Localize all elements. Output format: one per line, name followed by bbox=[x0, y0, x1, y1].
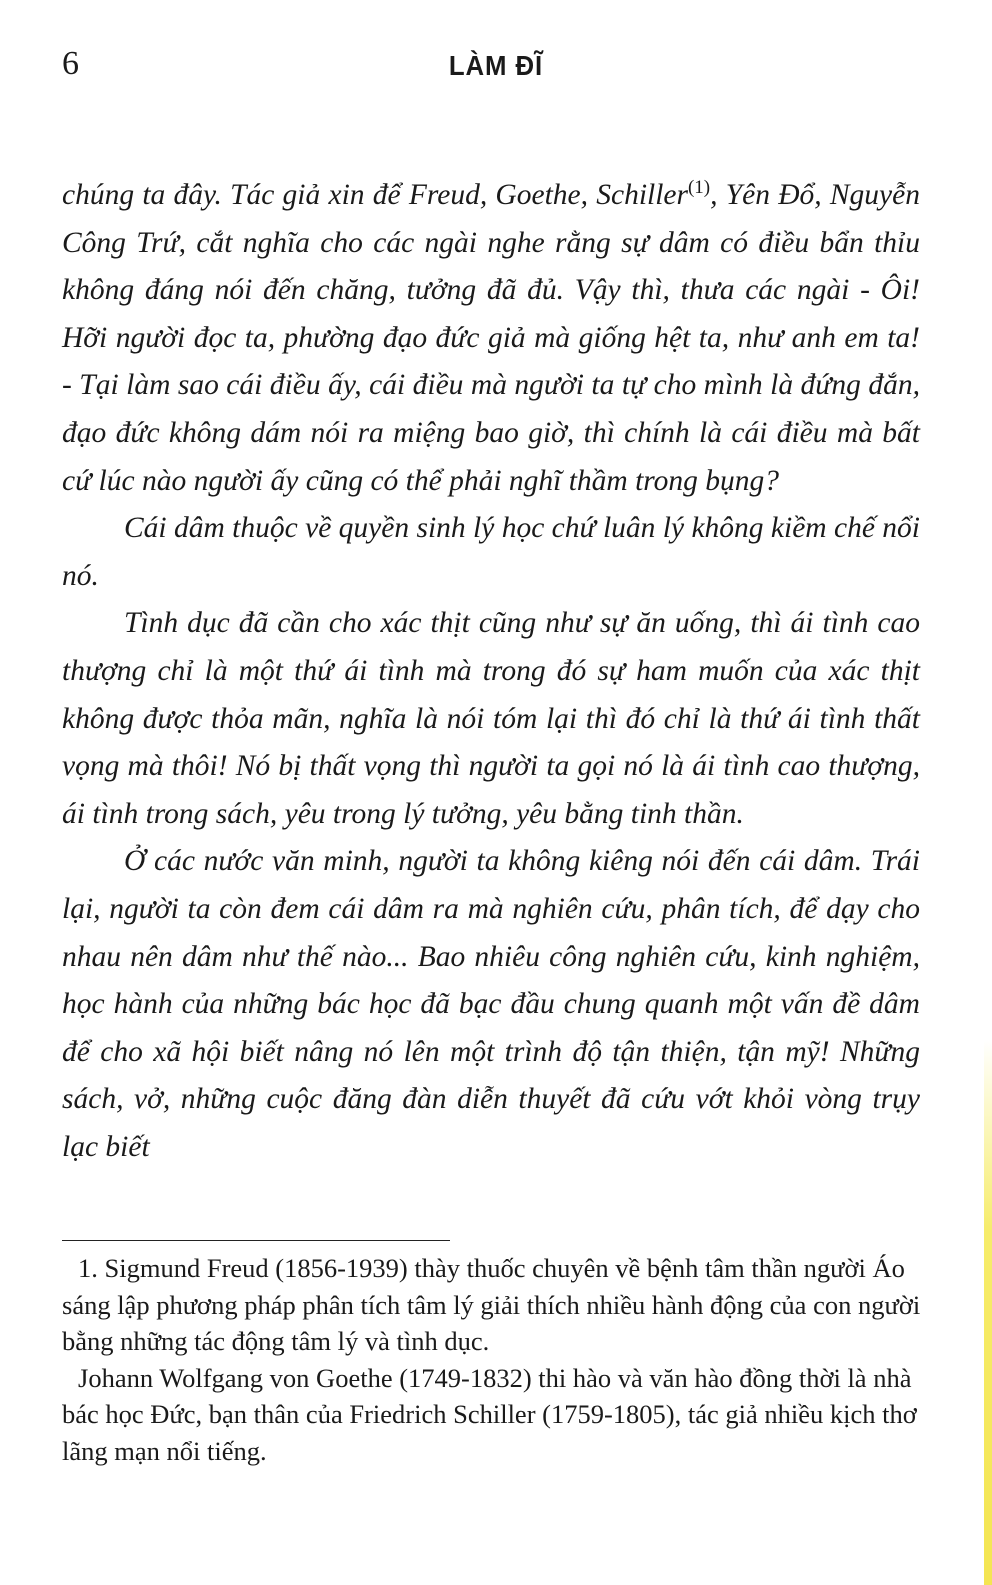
running-head-title: LÀM ĐĨ bbox=[448, 50, 544, 81]
footnote-1: 1. Sigmund Freud (1856-1939) thày thuốc chuyên về bệnh tâm thần người Áo sáng lập phương pháp phân tích tâm lý giải thích nhiều hành động của con người bằng những tác động tâm lý và tình dục. bbox=[62, 1253, 921, 1356]
footnote-reference: (1) bbox=[687, 177, 711, 198]
paragraph-1-start: chúng ta đây. Tác giả xin để Freud, Goethe, Schiller bbox=[62, 179, 688, 211]
paragraph-1-rest: , Yên Đổ, Nguyễn Công Trứ, cắt nghĩa cho các ngài nghe rằng sự dâm có điều bẩn thỉu không đáng nói đến chăng, tưởng đã đủ. Vậy thì, thưa các ngài - Ôi! Hỡi người đọc ta, phường đạo đức giả mà giống hệt ta, như anh em ta! - Tại làm sao cái điều ấy, cái điều mà người ta tự cho mình là đứng đắn, đạo đức không dám nói ra miệng bao giờ, thì chính là cái điều mà bất cứ lúc nào người ấy cũng có thể phải nghĩ thầm trong bụng? bbox=[62, 179, 920, 497]
paragraph-3: Tình dục đã cần cho xác thịt cũng như sự ăn uống, thì ái tình cao thượng chỉ là một thứ ái tình mà trong đó sự ham muốn của xác thịt không được thỏa mãn, nghĩa là nói tóm lại thì đó chỉ là thứ ái tình thất vọng mà thôi! Nó bị thất vọng thì người ta gọi nó là ái tình cao thượng, ái tình trong sách, yêu trong lý tưởng, yêu bằng tinh thần. bbox=[62, 607, 920, 830]
page-edge-tint bbox=[984, 1040, 992, 1585]
main-text bbox=[62, 172, 920, 1171]
paragraph-2: Cái dâm thuộc về quyền sinh lý học chứ luân lý không kiềm chế nổi nó. bbox=[62, 512, 920, 592]
footnotes bbox=[62, 1250, 922, 1469]
page-number: 6 bbox=[62, 45, 79, 82]
footnote-1-continued: Johann Wolfgang von Goethe (1749-1832) thi hào và văn hào đồng thời là nhà bác học Đức, bạn thân của Friedrich Schiller (1759-1805), tác giả nhiều kịch thơ lãng mạn nổi tiếng. bbox=[62, 1362, 917, 1466]
paragraph-4: Ở các nước văn minh, người ta không kiêng nói đến cái dâm. Trái lại, người ta còn đem cái dâm ra mà nghiên cứu, phân tích, để dạy cho nhau nên dâm như thế nào... Bao nhiêu công nghiên cứu, kinh nghiệm, học hành của những bác học đã bạc đầu chung quanh một vấn đề dâm để cho xã hội biết nâng nó lên một trình độ tận thiện, tận mỹ! Những sách, vở, những cuộc đăng đàn diễn thuyết đã cứu vớt khỏi vòng trụy lạc biết bbox=[62, 845, 920, 1163]
footnote-divider bbox=[62, 1240, 450, 1241]
paragraph-1 bbox=[62, 172, 920, 505]
